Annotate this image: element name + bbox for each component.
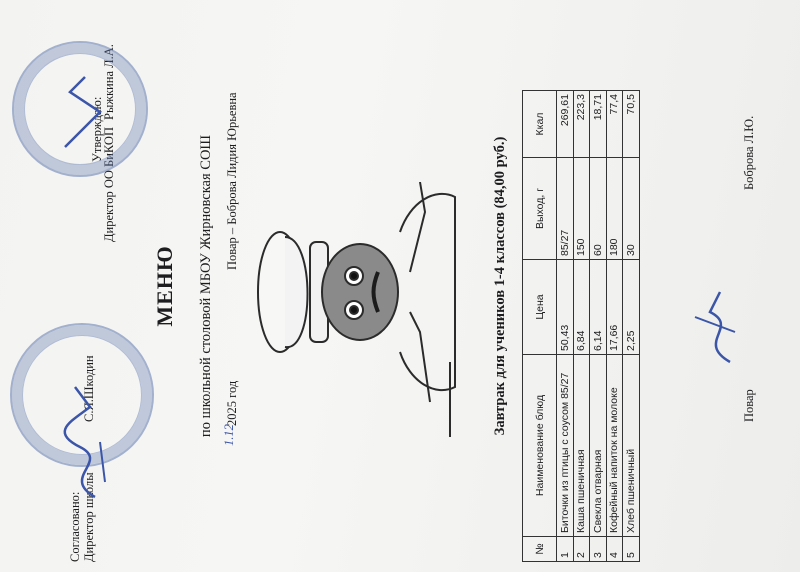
cook-line: Повар – Боброва Лидия Юрьевна [225,92,239,270]
dish-output: 30 [623,158,640,260]
column-header-output: Выход, г [523,158,557,260]
table-row [606,91,623,562]
dish-kcal: 77,4 [606,91,623,158]
footer-cook-name: Боброва Л.Ю. [742,115,756,190]
row-number: 5 [623,537,640,562]
table-row [590,91,607,562]
cook-signature [690,282,745,372]
approved-position: Директор ОО БиКОП [102,127,116,242]
footer-cook-label: Повар [742,389,756,422]
dish-price: 6,14 [590,260,607,355]
approver-signature [55,72,105,152]
chef-illustration [250,182,460,442]
dish-output: 60 [590,158,607,260]
meal-heading: Завтрак для учеников 1-4 классов (84,00 руб.) [492,136,508,436]
menu-table [522,90,640,562]
agreed-position: Директор школы [82,472,96,562]
row-number: 4 [606,537,623,562]
page-subtitle: по школьной столовой МБОУ Жирновская СОШ [198,134,214,438]
dish-output: 85/27 [557,158,574,260]
table-row [573,91,590,562]
agreed-name: С.Я.Шкодин [82,355,96,422]
dish-kcal: 223,3 [573,91,590,158]
column-header-kcal: Ккал [523,91,557,158]
table-row [623,91,640,562]
dish-price: 50,43 [557,260,574,355]
handwritten-date: 1.12 [222,424,236,446]
dish-kcal: 18,71 [590,91,607,158]
dish-output: 150 [573,158,590,260]
dish-name: Биточки из птицы с соусом 85/27 [557,355,574,537]
page-title: МЕНЮ [152,245,177,327]
dish-name: Хлеб пшеничный [623,355,640,537]
table-header-row [523,91,557,562]
row-number: 1 [557,537,574,562]
dish-kcal: 269,61 [557,91,574,158]
column-header-name: Наименование блюд [523,355,557,537]
dish-price: 2,25 [623,260,640,355]
dish-output: 180 [606,158,623,260]
dish-name: Свекла отварная [590,355,607,537]
column-header-price: Цена [523,260,557,355]
approved-label: Утверждаю: [90,96,104,162]
menu-date: 2025 год [225,380,239,426]
table-row [557,91,574,562]
director-signature [50,382,120,502]
row-number: 2 [573,537,590,562]
dish-kcal: 70,5 [623,91,640,158]
dish-price: 17,66 [606,260,623,355]
row-number: 3 [590,537,607,562]
agreed-label: Согласовано: [68,491,82,562]
approved-name: Рыжкина Л.А. [102,44,116,120]
column-header-number: № [523,537,557,562]
dish-price: 6,84 [573,260,590,355]
dish-name: Кофейный напиток на молоке [606,355,623,537]
dish-name: Каша пшеничная [573,355,590,537]
